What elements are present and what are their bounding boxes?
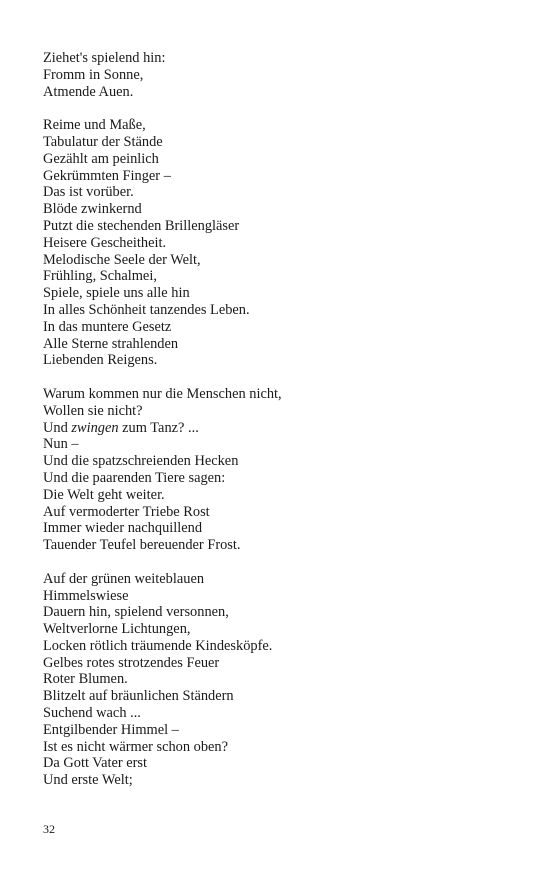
poem-line: Und zwingen zum Tanz? ... bbox=[43, 419, 199, 436]
poem-line: Heisere Gescheitheit. bbox=[43, 234, 167, 251]
poem-line: Gekrümmten Finger – bbox=[43, 167, 171, 184]
stanza bbox=[43, 386, 523, 554]
poem-line: Blitzelt auf bräunlichen Ständern bbox=[43, 688, 234, 705]
poem-line: Melodische Seele der Welt, bbox=[43, 251, 201, 268]
poem-line: Ziehet's spielend hin: bbox=[43, 50, 166, 66]
poem-line: Putzt die stechenden Brillengläser bbox=[43, 217, 240, 234]
poem-line: Tabulatur der Stände bbox=[43, 133, 163, 150]
poem-line: Fromm in Sonne, bbox=[43, 66, 144, 83]
poem-line: Und die spatzschreienden Hecken bbox=[43, 453, 239, 470]
poem-line: Ist es nicht wärmer schon oben? bbox=[43, 738, 229, 755]
poem-text bbox=[43, 50, 523, 806]
poem-line: Blöde zwinkernd bbox=[43, 201, 142, 218]
poem-line: Da Gott Vater erst bbox=[43, 755, 148, 772]
poem-line: Gezählt am peinlich bbox=[43, 150, 159, 167]
poem-line: Immer wieder nachquillend bbox=[43, 520, 203, 537]
poem-line: Die Welt geht weiter. bbox=[43, 486, 165, 503]
poem-line: Frühling, Schalmei, bbox=[43, 268, 157, 285]
poem-line: Und erste Welt; bbox=[43, 772, 133, 789]
poem-line: Gelbes rotes strotzendes Feuer bbox=[43, 654, 220, 671]
poem-line: Das ist vorüber. bbox=[43, 184, 134, 201]
poem-line: Suchend wach ... bbox=[43, 705, 141, 722]
poem-line: Und die paarenden Tiere sagen: bbox=[43, 469, 226, 486]
poem-line: Alle Sterne strahlenden bbox=[43, 335, 179, 352]
emphasized-word: zwingen bbox=[71, 419, 119, 436]
poem-line: Reime und Maße, bbox=[43, 117, 146, 134]
poem-line: In alles Schönheit tanzendes Leben. bbox=[43, 301, 250, 318]
poem-line: Auf der grünen weiteblauen bbox=[43, 570, 205, 587]
poem-line: Wollen sie nicht? bbox=[43, 402, 143, 419]
poem-line: Auf vermoderter Triebe Rost bbox=[43, 503, 210, 520]
poem-line: Roter Blumen. bbox=[43, 671, 128, 688]
poem-line: Spiele, spiele uns alle hin bbox=[43, 285, 190, 302]
poem-line: Entgilbender Himmel – bbox=[43, 721, 179, 738]
poem-line: Dauern hin, spielend versonnen, bbox=[43, 604, 229, 621]
poem-line: Warum kommen nur die Menschen nicht, bbox=[43, 385, 282, 402]
page-number: 32 bbox=[43, 822, 55, 836]
poem-line: Tauender Teufel bereuender Frost. bbox=[43, 537, 241, 554]
poem-line: Atmende Auen. bbox=[43, 83, 134, 100]
stanza bbox=[43, 571, 523, 789]
stanza bbox=[43, 50, 523, 100]
poem-line: Nun – bbox=[43, 436, 79, 453]
poem-line: Locken rötlich träumende Kindesköpfe. bbox=[43, 637, 273, 654]
poem-line: Weltverlorne Lichtungen, bbox=[43, 621, 191, 638]
stanza bbox=[43, 117, 523, 369]
poem-line: Himmelswiese bbox=[43, 587, 129, 604]
poem-line: In das muntere Gesetz bbox=[43, 318, 172, 335]
poem-line: Liebenden Reigens. bbox=[43, 352, 158, 369]
